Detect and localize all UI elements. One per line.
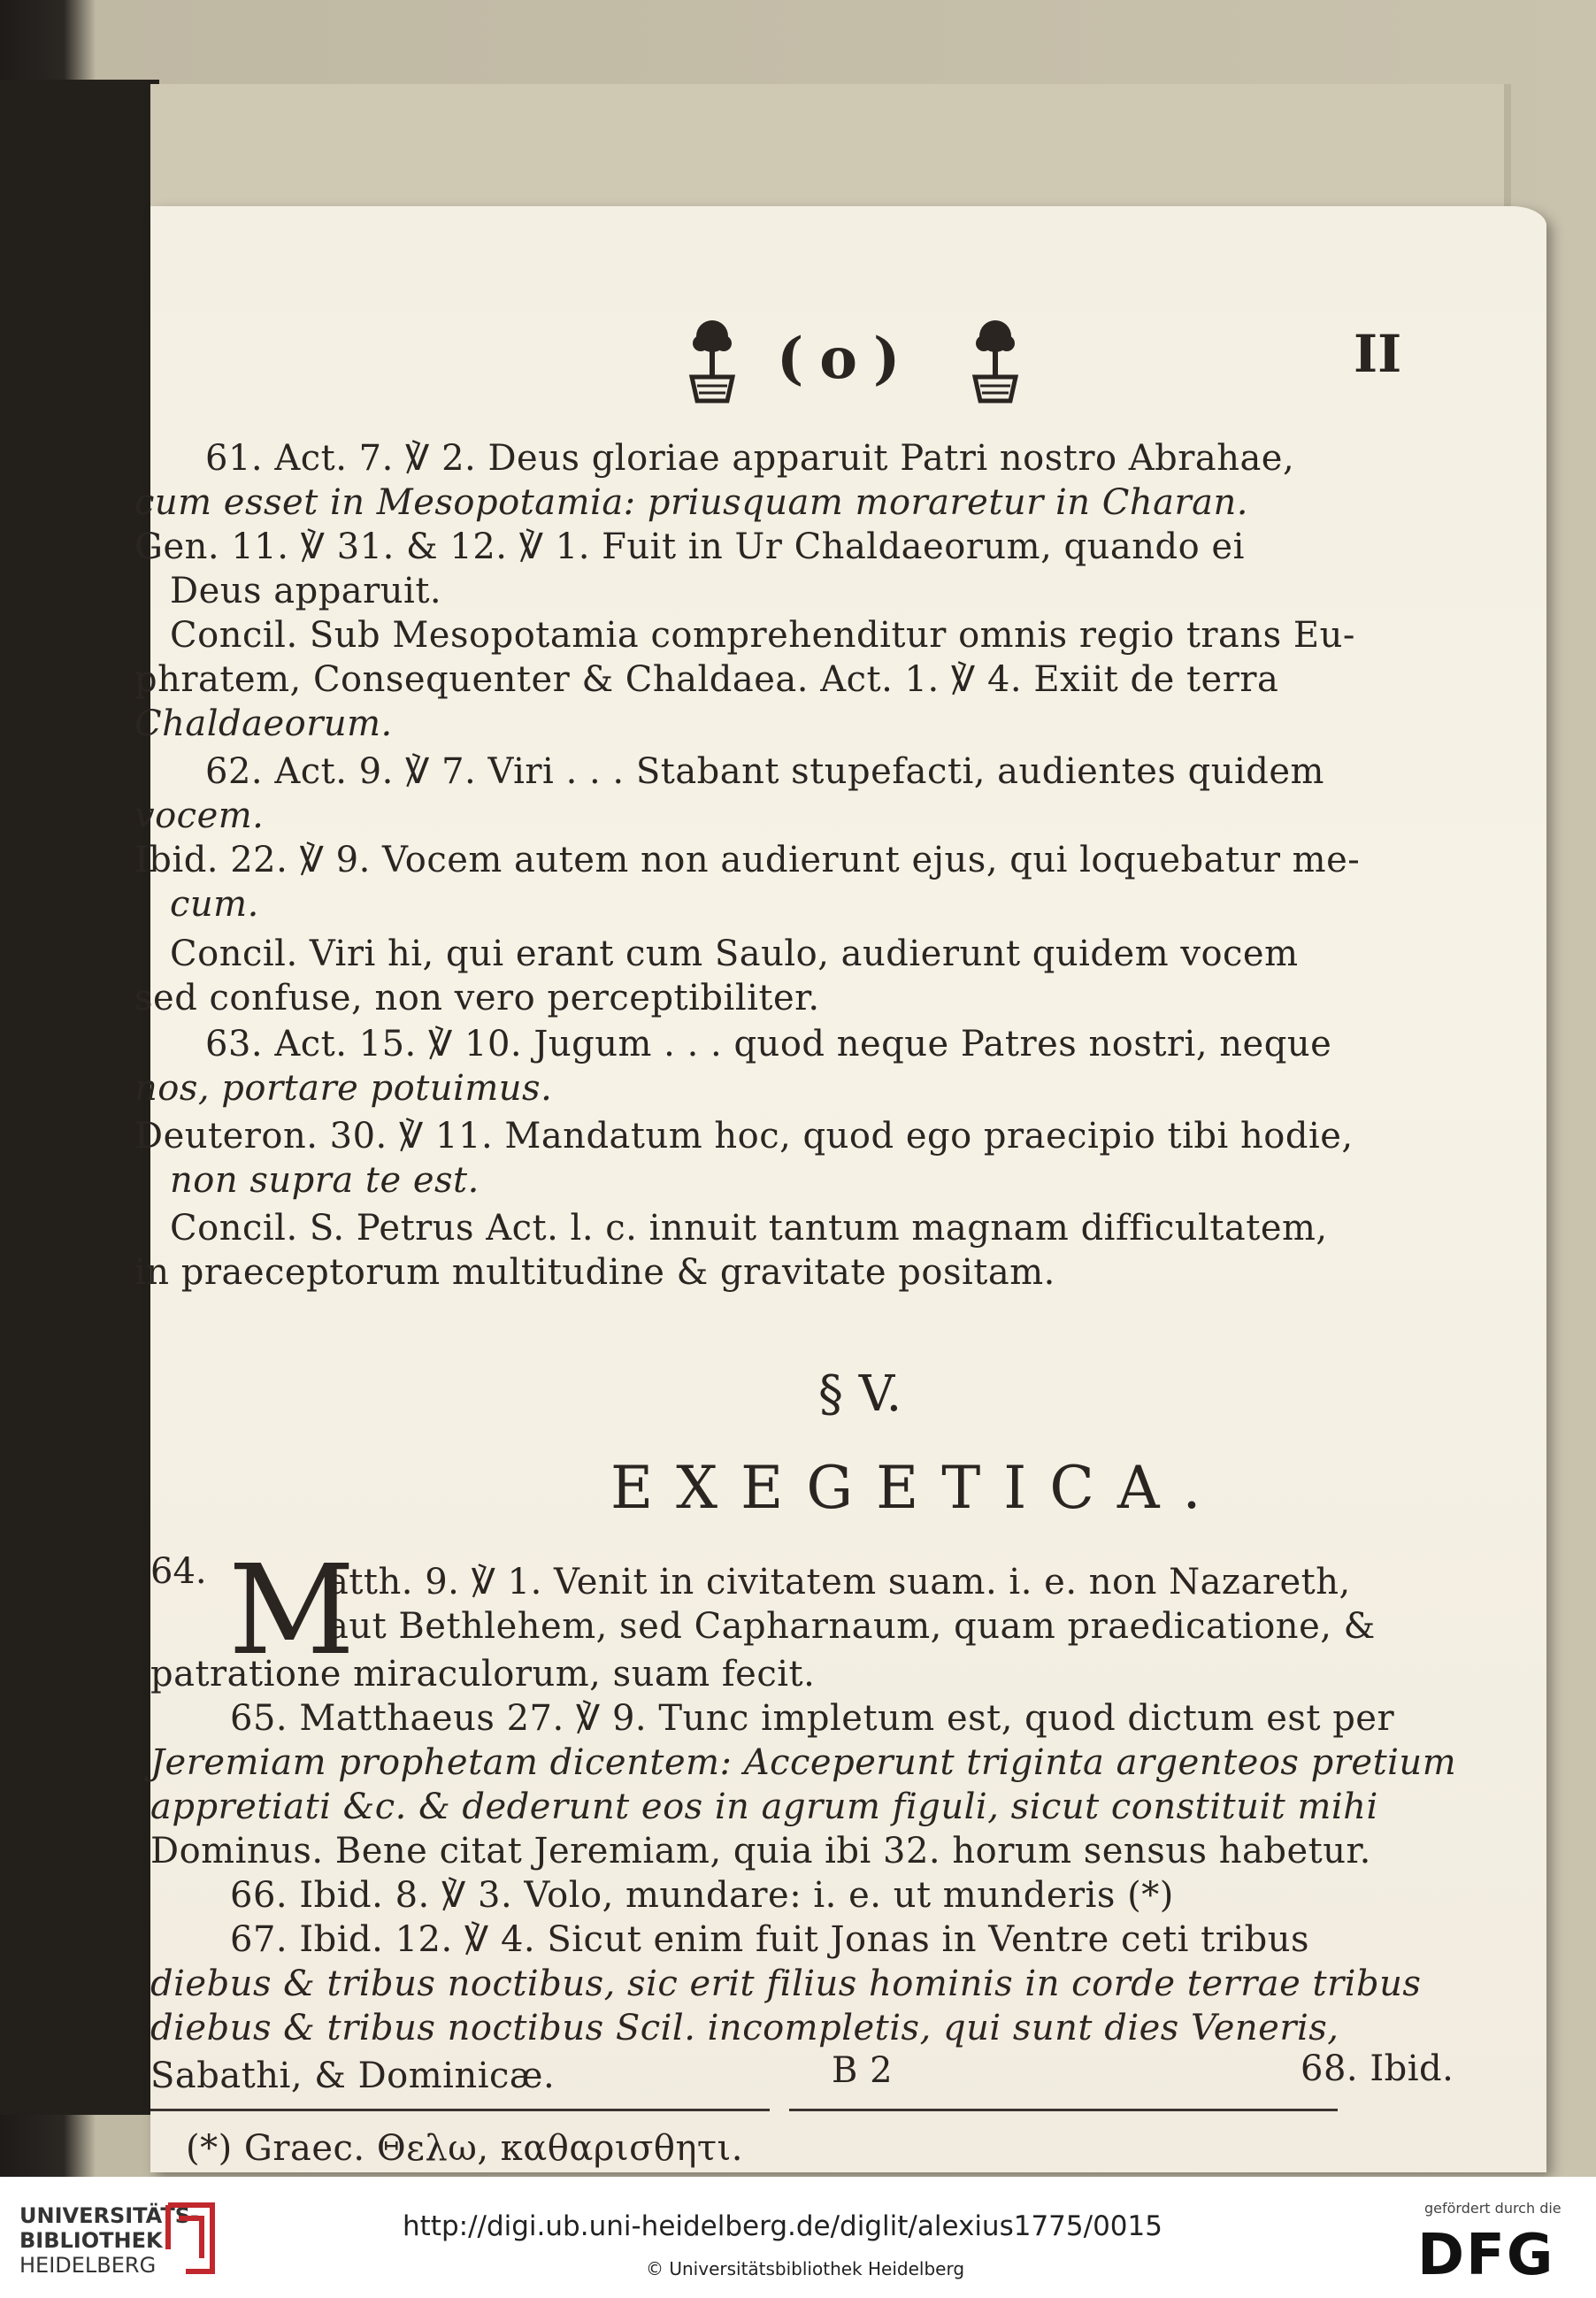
text-line: 62. Act. 9. ℣ 7. Viri . . . Stabant stupefacti, audientes quidem	[205, 751, 1324, 792]
footnote-rule	[150, 2109, 770, 2111]
text-line: Gen. 11. ℣ 31. & 12. ℣ 1. Fuit in Ur Chaldaeorum, quando ei	[134, 526, 1245, 567]
flowerpot-ornament-icon	[964, 317, 1026, 405]
text-line: in praeceptorum multitudine & gravitate positam.	[134, 1252, 1055, 1293]
paragraph-number: 64.	[150, 1551, 207, 1592]
text-line: cum.	[170, 884, 259, 925]
library-footer	[0, 2177, 1596, 2298]
dfg-caption: gefördert durch die	[1424, 2200, 1561, 2217]
text-line: Deuteron. 30. ℣ 11. Mandatum hoc, quod ego praecipio tibi hodie,	[134, 1116, 1354, 1157]
footnote-rule	[789, 2109, 1338, 2111]
page-number: II	[1354, 324, 1402, 384]
text-line: Chaldaeorum.	[134, 703, 393, 744]
text-line: Concil. Sub Mesopotamia comprehenditur omnis regio trans Eu-	[170, 615, 1355, 656]
book-page	[134, 206, 1546, 2172]
logo-line: HEIDELBERG	[19, 2253, 157, 2278]
text-line: vocem.	[134, 795, 265, 836]
page-header	[681, 317, 1402, 423]
copyright-text: © Universitätsbibliothek Heidelberg	[646, 2258, 965, 2279]
section-sign: § V.	[818, 1365, 902, 1423]
logo-line: BIBLIOTHEK	[19, 2228, 163, 2253]
text-line: Dominus. Bene citat Jeremiam, quia ibi 32. horum sensus habetur.	[150, 1831, 1371, 1871]
header-ornament-text: (o)	[777, 326, 917, 392]
text-line: atth. 9. ℣ 1. Venit in civitatem suam. i. e. non Nazareth,	[327, 1562, 1351, 1602]
text-line: cum esset in Mesopotamia: priusquam moraretur in Charan.	[134, 482, 1248, 523]
text-line: Sabathi, & Dominicæ.	[150, 2056, 556, 2096]
text-line: 63. Act. 15. ℣ 10. Jugum . . . quod neque Patres nostri, neque	[205, 1024, 1332, 1064]
text-line: Ibid. 22. ℣ 9. Vocem autem non audierunt ejus, qui loquebatur me-	[134, 840, 1361, 880]
flowerpot-ornament-icon	[681, 317, 743, 405]
catchword: 68. Ibid.	[1301, 2048, 1454, 2089]
book-board	[134, 84, 1511, 2169]
text-line: nos, portare potuimus.	[134, 1068, 553, 1109]
text-line: 65. Matthaeus 27. ℣ 9. Tunc impletum est, quod dictum est per	[230, 1698, 1395, 1739]
dfg-logo: DFG	[1417, 2223, 1555, 2288]
digital-copy-link[interactable]: http://digi.ub.uni-heidelberg.de/diglit/alexius1775/0015	[403, 2210, 1162, 2242]
text-line: phratem, Consequenter & Chaldaea. Act. 1. ℣ 4. Exiit de terra	[134, 659, 1279, 700]
drop-cap: M	[228, 1539, 356, 1683]
text-line: Concil. Viri hi, qui erant cum Saulo, audierunt quidem vocem	[170, 934, 1299, 974]
text-line: patratione miraculorum, suam fecit.	[150, 1654, 816, 1695]
text-line: 66. Ibid. 8. ℣ 3. Volo, mundare: i. e. ut munderis (*)	[230, 1875, 1174, 1916]
text-line: appretiati &c. & dederunt eos in agrum figuli, sicut constituit mihi	[150, 1787, 1378, 1827]
library-logo-icon	[159, 2196, 221, 2280]
signature-mark: B 2	[832, 2050, 894, 2091]
section-title: EXEGETICA.	[610, 1454, 1224, 1522]
footnote: (*) Graec. Θελω, καθαρισθητι.	[186, 2128, 743, 2169]
text-line: diebus & tribus noctibus Scil. incompletis, qui sunt dies Veneris,	[150, 2008, 1339, 2048]
text-line: Concil. S. Petrus Act. l. c. innuit tantum magnam difficultatem,	[170, 1208, 1328, 1249]
text-line: Jeremiam prophetam dicentem: Acceperunt triginta argenteos pretium	[150, 1742, 1457, 1783]
text-line: non supra te est.	[170, 1160, 480, 1201]
text-line: Deus apparuit.	[170, 571, 442, 611]
text-line: 61. Act. 7. ℣ 2. Deus gloriae apparuit Patri nostro Abrahae,	[205, 438, 1295, 479]
logo-line: UNIVERSITÄTS-	[19, 2203, 200, 2228]
text-line: diebus & tribus noctibus, sic erit filius hominis in corde terrae tribus	[150, 1964, 1422, 2004]
text-line: sed confuse, non vero perceptibiliter.	[134, 978, 820, 1018]
text-line: 67. Ibid. 12. ℣ 4. Sicut enim fuit Jonas in Ventre ceti tribus	[230, 1919, 1310, 1960]
text-line: aut Bethlehem, sed Capharnaum, quam praedicatione, &	[327, 1606, 1376, 1647]
